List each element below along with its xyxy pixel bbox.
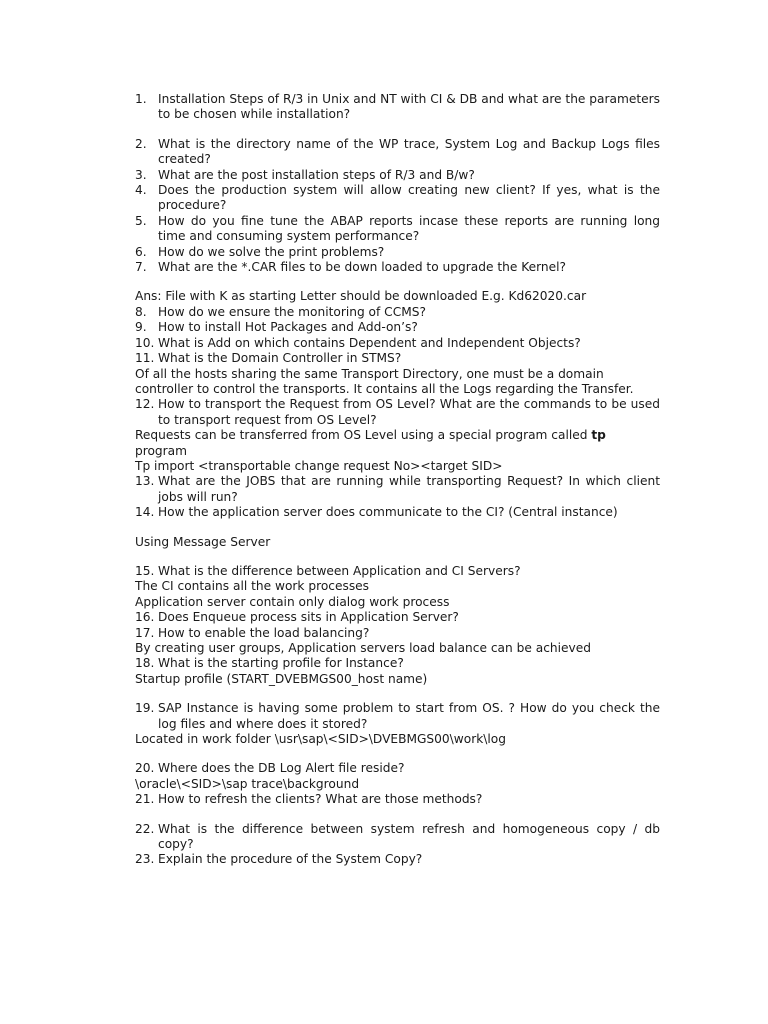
question-text: What is the starting profile for Instance? [158,656,404,671]
question-text: Explain the procedure of the System Copy? [158,852,423,867]
question-number: 5. [135,213,147,228]
answer-18: Startup profile (START_DVEBMGS00_host name) [135,671,428,686]
question-text: What is the directory name of the WP trace, System Log and Backup Logs files created? [158,136,660,167]
question-number: 11. [135,351,155,366]
question-number: 7. [135,260,147,275]
answer-20: \oracle\<SID>\sap trace\background [135,776,360,791]
question-text: SAP Instance is having some problem to start from OS. ? How do you check the log files and where does it stored? [158,701,660,731]
question-number: 15. [135,563,155,578]
question-9 [135,320,660,335]
question-text: Where does the DB Log Alert file reside? [158,761,405,776]
question-text: Installation Steps of R/3 in Unix and NT with CI & DB and what are the parameters to be chosen while installation? [158,92,660,122]
answer-17: By creating user groups, Application servers load balance can be achieved [135,641,591,655]
question-number: 12. [135,397,155,412]
question-text: How the application server does communicate to the CI? (Central instance) [158,505,618,520]
question-number: 22. [135,821,155,836]
question-22 [135,822,660,853]
question-list [135,92,660,868]
question-text: What is the difference between Application and CI Servers? [158,563,521,578]
question-number: 18. [135,656,155,671]
question-10 [135,336,660,351]
question-text: How do we solve the print problems? [158,244,385,259]
answer-12-command: Tp import <transportable change request No><target SID> [135,458,503,473]
question-text: How do we ensure the monitoring of CCMS? [158,304,426,319]
question-text: What is the difference between system refresh and homogeneous copy / db copy? [158,821,660,852]
question-23 [135,852,660,867]
question-13 [135,474,660,505]
question-text: What is the Domain Controller in STMS? [158,351,402,366]
question-text: Does Enqueue process sits in Application Server? [158,610,459,625]
question-17 [135,626,660,641]
question-11 [135,351,660,366]
question-number: 21. [135,792,155,807]
answer-15-line-2: Application server contain only dialog work process [135,594,450,609]
answer-11: Of all the hosts sharing the same Transport Directory, one must be a domain controller to control the transports. It contains all the Logs regarding the Transfer. [135,366,634,396]
question-18 [135,656,660,671]
question-text: Does the production system will allow creating new client? If yes, what is the procedure? [158,183,660,213]
question-16 [135,610,660,625]
question-4 [135,183,660,214]
question-14 [135,505,660,520]
question-number: 17. [135,625,155,640]
answer-19: Located in work folder \usr\sap\<SID>\DVEBMGS00\work\log [135,732,506,747]
question-number: 3. [135,167,147,182]
question-20 [135,761,660,776]
question-number: 13. [135,474,155,489]
answer-12-text: Requests can be transferred from OS Level using a special program called [135,428,592,443]
question-number: 14. [135,505,155,520]
question-number: 10. [135,335,155,350]
question-21 [135,792,660,807]
question-number: 2. [135,136,147,151]
question-number: 20. [135,761,155,776]
question-12 [135,397,660,428]
question-number: 6. [135,244,147,259]
question-1 [135,92,660,123]
question-text: How to refresh the clients? What are those methods? [158,792,483,807]
answer-12 [135,428,660,459]
question-number: 19. [135,701,155,716]
question-number: 23. [135,852,155,867]
question-8 [135,305,660,320]
answer-12-text-end: program [135,443,188,458]
question-text: How to install Hot Packages and Add-on’s? [158,320,418,335]
answer-12-bold: tp [591,428,606,443]
question-number: 8. [135,304,147,319]
answer-14: Using Message Server [135,534,271,549]
question-number: 1. [135,92,147,106]
question-2 [135,137,660,168]
question-3 [135,168,660,183]
question-text: How to enable the load balancing? [158,625,370,640]
question-number: 4. [135,183,147,198]
question-text: What are the *.CAR files to be down loaded to upgrade the Kernel? [158,260,566,275]
question-number: 9. [135,320,147,335]
question-text: What are the post installation steps of R/3 and B/w? [158,167,475,182]
question-5 [135,214,660,245]
answer-7: Ans: File with K as starting Letter should be downloaded E.g. Kd62020.car [135,289,587,304]
question-text: How do you fine tune the ABAP reports incase these reports are running long time and consuming system performance? [158,213,660,244]
question-7 [135,260,660,275]
question-text: What is Add on which contains Dependent and Independent Objects? [158,335,581,350]
question-text: What are the JOBS that are running while transporting Request? In which client jobs will run? [158,474,660,504]
question-number: 16. [135,610,155,625]
question-15 [135,564,660,579]
question-text: How to transport the Request from OS Level? What are the commands to be used to transport request from OS Level? [158,397,660,427]
answer-15-line-1: The CI contains all the work processes [135,579,370,594]
question-19 [135,701,660,732]
question-6 [135,245,660,260]
